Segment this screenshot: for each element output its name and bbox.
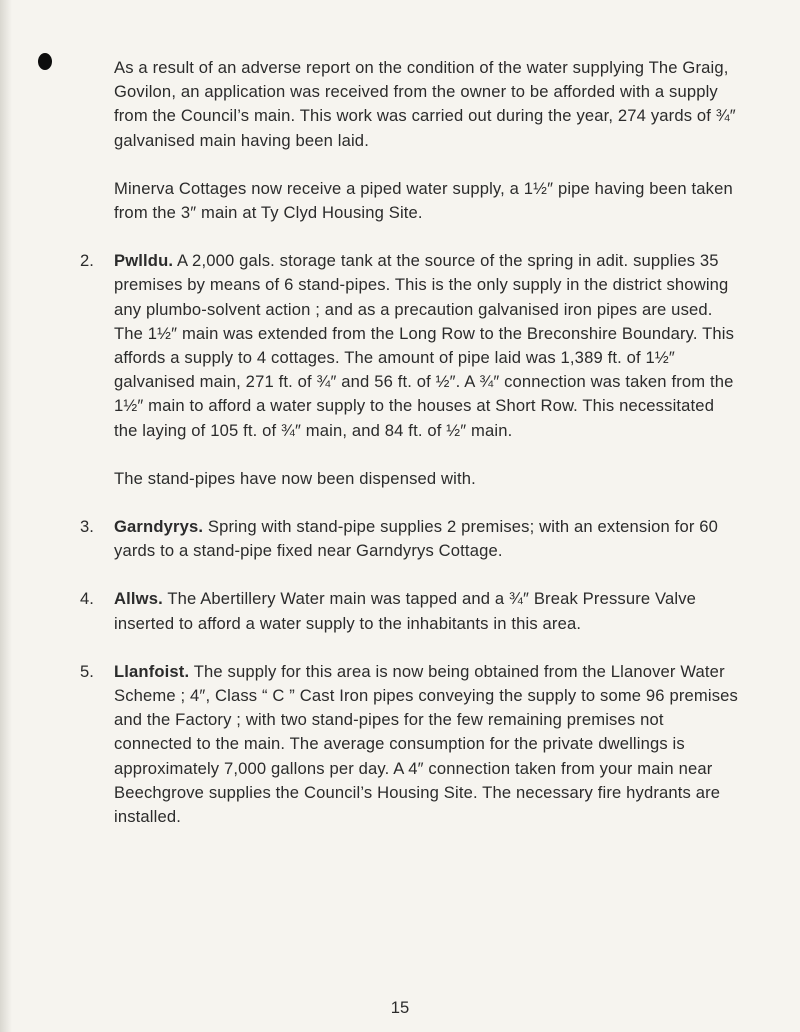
item-garndyrys: [80, 515, 740, 563]
item-number: 3.: [80, 517, 94, 537]
page-number: 15: [390, 998, 410, 1017]
page-content: [80, 56, 740, 853]
intro-paragraph-2: Minerva Cottages now receive a piped water supply, a 1½″ pipe having been taken from the 3″ main at Ty Clyd Housing Site.: [114, 178, 733, 223]
intro-paragraph-1: As a result of an adverse report on the condition of the water supplying The Graig, Govilon, an application was received from the owner to be afforded with a supply from the Council’s main. This work was carried out during the year, 274 yards of ¾″ galvanised main having been laid.: [114, 58, 736, 150]
item-body: The supply for this area is now being obtained from the Llanover Water Scheme ; 4″, Class “ C ” Cast Iron pipes conveying the supply to some 96 premises and the Factory ; with two stand-pipes for the few remaining premises not connected to the main. The average consumption for the private dwellings is approximately 7,000 gallons per day. A 4″ connection taken from your main near Beechgrove supplies the Council’s Housing Site. The necessary fire hydrants are installed.: [114, 661, 738, 827]
item-number: 5.: [80, 661, 94, 681]
item-number: 2.: [80, 251, 94, 271]
item-body: A 2,000 gals. storage tank at the source of the spring in adit. supplies 35 premises by means of 6 stand-pipes. This is the only supply in the district showing any plumbo-solvent action ; and as a precaution galvanised iron pipes are used. The 1½″ main was extended from the Long Row to the Breconshire Boundary. This affords a supply to 4 cottages. The amount of pipe laid was 1,389 ft. of 1½″ galvanised main, 271 ft. of ¾″ and 56 ft. of ½″. A ¾″ connection was taken from the 1½″ main to afford a water supply to the houses at Short Row. This necessitated the laying of 105 ft. of ¾″ main, and 84 ft. of ½″ main.: [114, 251, 735, 440]
item-text: [114, 660, 740, 829]
item-text: [114, 249, 740, 443]
item-number: 4.: [80, 589, 94, 609]
item-text: [114, 587, 740, 635]
item-body: Spring with stand-pipe supplies 2 premises; with an extension for 60 yards to a stand-pipe fixed near Garndyrys Cottage.: [114, 517, 719, 561]
item-title: Allws.: [114, 589, 163, 609]
item-title: Garndyrys.: [114, 517, 204, 537]
binding-hole-mark: [38, 53, 52, 70]
item-title: Pwlldu.: [114, 251, 174, 271]
item-pwlldu: [80, 249, 740, 443]
item-title: Llanfoist.: [114, 661, 190, 681]
item-text: [114, 515, 740, 563]
item-llanfoist: [80, 660, 740, 829]
page-edge-shadow: [0, 0, 12, 1032]
item-allws: [80, 587, 740, 635]
standpipes-note: The stand-pipes have now been dispensed with.: [114, 468, 476, 488]
item-body: The Abertillery Water main was tapped and a ¾″ Break Pressure Valve inserted to afford a water supply to the inhabitants in this area.: [114, 589, 697, 633]
